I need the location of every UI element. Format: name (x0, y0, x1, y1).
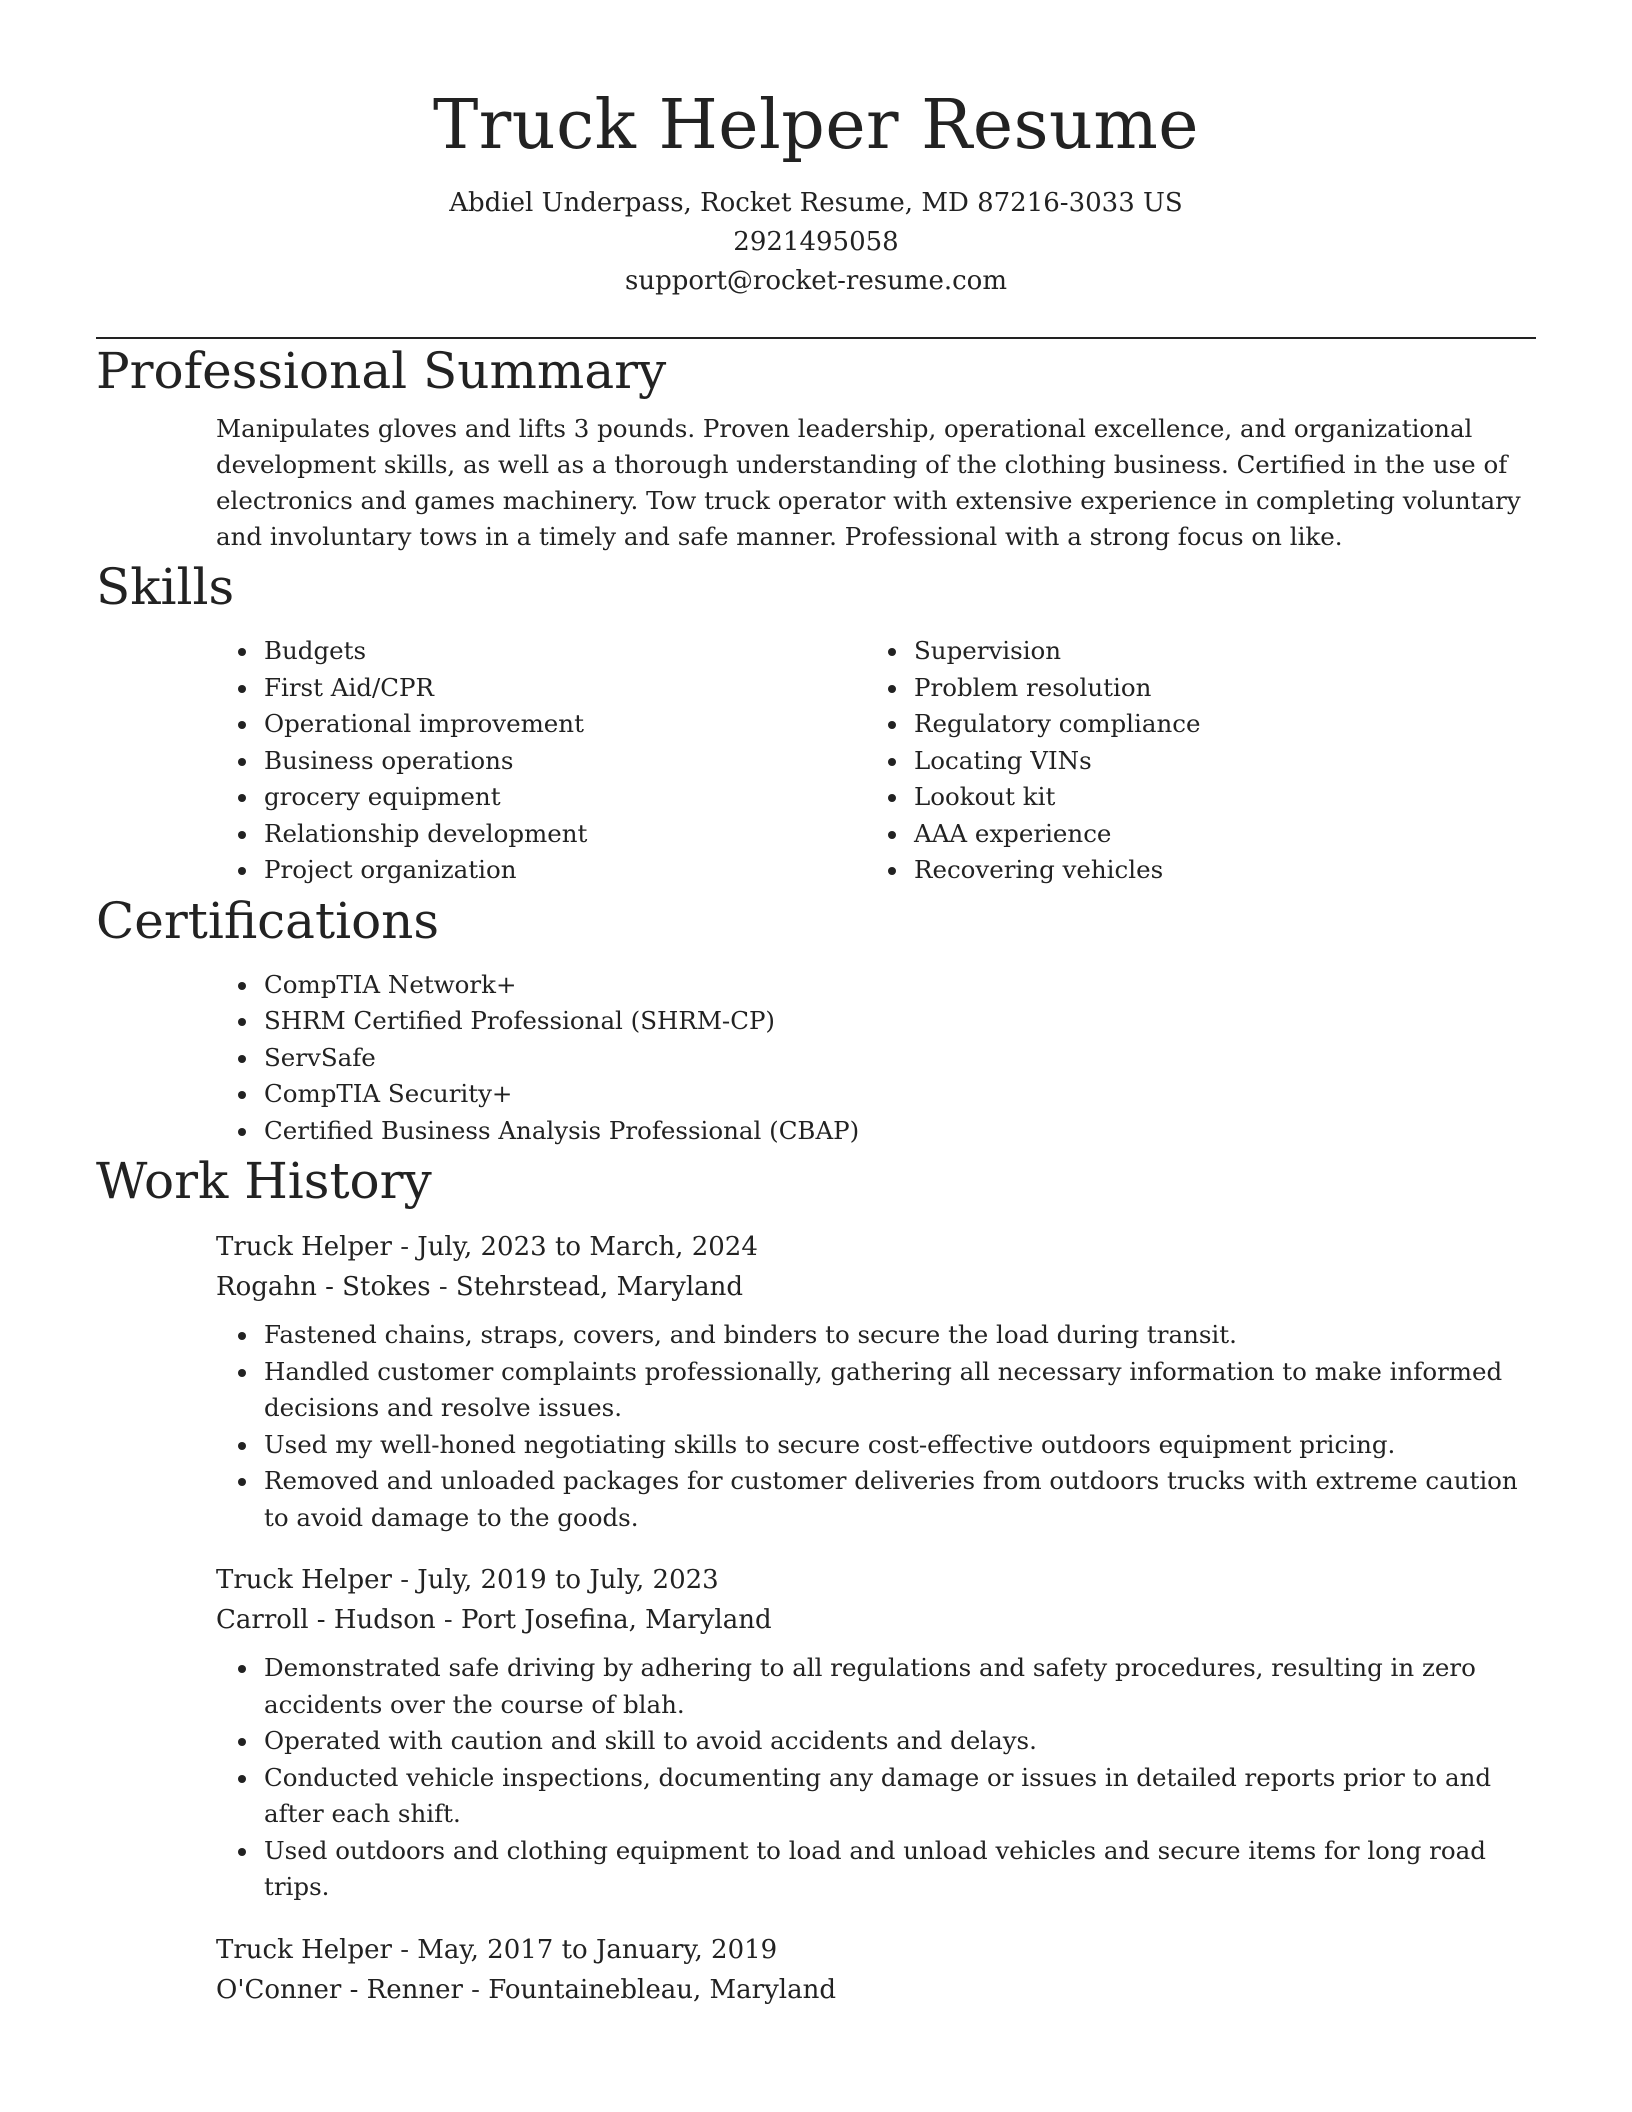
separator: - (391, 1565, 418, 1595)
job-title: Truck Helper (216, 1934, 392, 1965)
certification-item: • Certified Business Analysis Professional (CBAP) (260, 1113, 1536, 1150)
job-title: Truck Helper (216, 1565, 392, 1595)
job-title-line (216, 1227, 1536, 1267)
skill-item: • Relationship development (260, 816, 866, 853)
job-dates: July, 2023 to March, 2024 (417, 1232, 758, 1262)
skills-column-left (216, 633, 866, 889)
resume-title: Truck Helper Resume (432, 86, 1200, 165)
summary-text: Manipulates gloves and lifts 3 pounds. Proven leadership, operational excellence, and organizational development skills, as well as a thorough understanding of the clothing business. Certified in the use of electronics and games machinery. Tow truck operator with extensive experience in completing voluntary and involuntary tows in a timely and safe manner. Professional with a strong focus on like. (216, 414, 1521, 551)
skill-item: • Lookout kit (910, 779, 1516, 816)
job-duty: • Used outdoors and clothing equipment to load and unload vehicles and secure items for long road trips. (260, 1833, 1536, 1906)
job-company: Carroll - Hudson (216, 1605, 436, 1635)
job-entry (216, 1560, 1536, 1906)
resume-page (96, 0, 1536, 2010)
job-company-line (216, 1970, 1536, 2010)
job-duty: • Removed and unloaded packages for customer deliveries from outdoors trucks with extreme caution to avoid damage to the goods. (260, 1463, 1536, 1536)
job-title: Truck Helper (216, 1232, 392, 1262)
certification-item: • CompTIA Security+ (260, 1076, 1536, 1113)
job-duty: • Fastened chains, straps, covers, and binders to secure the load during transit. (260, 1317, 1536, 1354)
job-entry (216, 1227, 1536, 1536)
job-duties (216, 1650, 1536, 1906)
skill-item: • Recovering vehicles (910, 852, 1516, 889)
skills-heading: Skills (96, 558, 235, 616)
certifications-heading: Certifications (96, 891, 440, 950)
certification-item: • ServSafe (260, 1040, 1536, 1077)
job-duties (216, 1317, 1536, 1536)
job-company: Rogahn - Stokes (216, 1272, 431, 1302)
skill-item: • AAA experience (910, 816, 1516, 853)
job-dates: May, 2017 to January, 2019 (417, 1934, 778, 1965)
certifications-list (96, 967, 1536, 1150)
contact-info (96, 184, 1536, 301)
job-duty: • Conducted vehicle inspections, documenting any damage or issues in detailed reports prior to and after each shift. (260, 1760, 1536, 1833)
skills-list (96, 633, 1536, 889)
skill-item: • Budgets (260, 633, 866, 670)
skill-item: • Business operations (260, 743, 866, 780)
skill-item: • Regulatory compliance (910, 706, 1516, 743)
job-title-line (216, 1930, 1536, 1970)
job-company-line (216, 1267, 1536, 1307)
job-duty: • Demonstrated safe driving by adhering to all regulations and safety procedures, resulting in zero accidents over the course of blah. (260, 1650, 1536, 1723)
contact-email: support@rocket-resume.com (624, 266, 1007, 296)
work-history-heading: Work History (96, 1152, 432, 1210)
separator: - (435, 1605, 461, 1635)
separator: - (430, 1272, 456, 1302)
job-location: Fountainebleau, Maryland (488, 1974, 836, 2005)
skill-item: • grocery equipment (260, 779, 866, 816)
separator: - (391, 1232, 418, 1262)
skill-item: • Project organization (260, 852, 866, 889)
certification-item: • CompTIA Network+ (260, 967, 1536, 1004)
separator: - (462, 1974, 489, 2005)
separator: - (391, 1934, 418, 1965)
job-company-line (216, 1600, 1536, 1640)
job-location: Port Josefina, Maryland (460, 1605, 772, 1635)
skill-item: • Locating VINs (910, 743, 1516, 780)
skill-item: • Operational improvement (260, 706, 866, 743)
job-duty: • Handled customer complaints professionally, gathering all necessary information to make informed decisions and resolve issues. (260, 1354, 1536, 1427)
contact-phone: 2921495058 (733, 227, 899, 257)
job-duty: • Used my well-honed negotiating skills to secure cost-effective outdoors equipment pricing. (260, 1427, 1536, 1464)
job-company: O'Conner - Renner (216, 1974, 463, 2005)
job-location: Stehrstead, Maryland (455, 1272, 744, 1302)
job-title-line (216, 1560, 1536, 1600)
job-dates: July, 2019 to July, 2023 (417, 1565, 719, 1595)
certification-item: • SHRM Certified Professional (SHRM-CP) (260, 1003, 1536, 1040)
job-entry (216, 1930, 1536, 2010)
contact-address: Abdiel Underpass, Rocket Resume, MD 87216-3033 US (449, 188, 1183, 218)
skill-item: • First Aid/CPR (260, 670, 866, 707)
resume-header (96, 0, 1536, 301)
skills-column-right (866, 633, 1516, 889)
skill-item: • Problem resolution (910, 670, 1516, 707)
skill-item: • Supervision (910, 633, 1516, 670)
summary-heading: Professional Summary (96, 342, 667, 400)
job-duty: • Operated with caution and skill to avoid accidents and delays. (260, 1723, 1536, 1760)
